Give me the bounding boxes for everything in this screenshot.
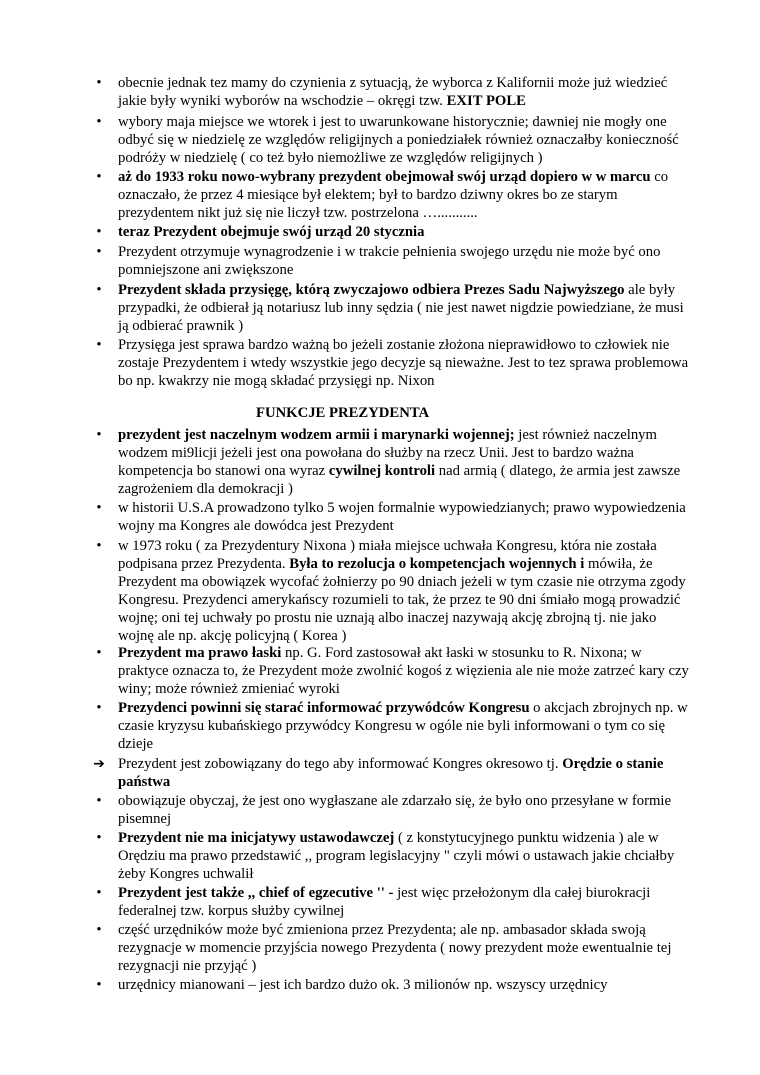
section-heading: FUNKCJE PREZYDENTA [256, 405, 430, 421]
bullet-text [118, 169, 668, 221]
bullet-marker: • [96, 75, 102, 91]
bullet-text [118, 977, 607, 993]
bullet-marker: • [96, 645, 102, 661]
bullet-text [118, 224, 424, 240]
bold-text-run: Była to rezolucja o kompetencjach wojennych i [289, 556, 585, 572]
text-run: mówiła, że Prezydent ma obowiązek wycofać żołnierzy po 90 dniach jeżeli w tym czasie nie otrzyma zgody Kongresu. Prezydenci amerykańscy rozumieli to tak, że przez te 90 dni śmiało mogą prowadzić wojnę; oni tej uchwały po prostu nie uznają albo inaczej nazywają akcję zbrojną tj. nie jako wojnę ale np. akcję policyjną ( Korea ) [118, 556, 686, 644]
text-run: obecnie jednak tez mamy do czynienia z sytuacją, że wyborca z Kalifornii może już wiedzieć jakie były wyniki wyborów na wschodzie – okręgi tzw. [118, 75, 668, 109]
bullet-text [118, 645, 689, 697]
bullet-marker: • [96, 700, 102, 716]
bold-text-run: teraz Prezydent obejmuje swój urząd 20 stycznia [118, 224, 425, 240]
bullet-marker: • [96, 500, 102, 516]
bullet-text [118, 922, 671, 974]
bullet-item [96, 74, 690, 110]
bullet-item [96, 168, 690, 222]
bullet-marker: • [96, 244, 102, 260]
bullet-item [96, 884, 690, 920]
text-run: o akcjach zbrojnych np. w czasie kryzysu kubańskiego przywódcy Kongresu w ogóle nie byli informowani o tym co się dzieje [118, 700, 688, 752]
bullet-item [96, 537, 690, 645]
bullet-marker: • [96, 169, 102, 185]
bullet-text [118, 756, 663, 790]
bold-text-run: cywilnej kontroli [328, 463, 436, 479]
bullet-text [118, 282, 684, 334]
text-run: Prezydent otrzymuje wynagrodzenie i w trakcie pełnienia swojego urzędu nie może być ono pomniejszone ani zwiększone [118, 244, 661, 278]
bold-text-run: Prezydent ma prawo łaski [118, 645, 282, 661]
bullet-text [118, 700, 688, 752]
text-run: Przysięga jest sprawa bardzo ważną bo jeżeli zostanie złożona nieprawidłowo to człowiek nie zostaje Prezydentem i wtedy wszystkie jego decyzje są nieważne. Jest to tez sprawa problemowa bo np. kwakrzy nie mogą składać przysięgi np. Nixon [118, 337, 689, 389]
bullet-item [93, 755, 690, 791]
bullet-marker: • [96, 538, 102, 554]
bullet-item [96, 426, 690, 498]
arrow-icon: ➔ [93, 756, 105, 772]
text-run: wybory maja miejsce we wtorek i jest to uwarunkowane historycznie; dawniej nie mogły one odbyć się w niedzielę ze względów religijnych a poniedziałek również oznaczałby konieczność podróży w niedzielę ( co też było niemożliwe ze względów religijnych ) [118, 114, 679, 166]
text-run: część urzędników może być zmieniona przez Prezydenta; ale np. ambasador składa swoją rezygnacje w momencie przyjścia nowego Prezydenta ( nowy prezydent może ewentualnie tej rezygnacji nie przyjąć ) [118, 922, 672, 974]
text-run: nad armią ( dlatego, że armia jest zawsze zagrożeniem dla demokracji ) [118, 463, 681, 497]
bullet-marker: • [96, 427, 102, 443]
bullet-item [96, 243, 690, 279]
text-run: np. G. Ford zastosował akt łaski w stosunku to R. Nixona; w praktyce oznacza to, że Prezydent może zwolnić kogoś z więzienia ale nie może zatrzeć kary czy winy; może również zmieniać wyroki [118, 645, 689, 697]
bullet-marker: • [96, 830, 102, 846]
bullet-marker: • [96, 282, 102, 298]
bullet-item [96, 281, 690, 335]
bold-text-run: Orędzie o stanie państwa [118, 756, 664, 790]
bold-text-run: Prezydent jest także ,, chief of egzecutive '' - [118, 885, 394, 901]
bullet-marker: • [96, 885, 102, 901]
bullet-item [96, 976, 690, 994]
bullet-item [96, 699, 690, 753]
text-run: jest więc przełożonym dla całej biurokracji federalnej tzw. korpus służby cywilnej [118, 885, 651, 919]
bullet-marker: • [96, 337, 102, 353]
text-run: jest również naczelnym wodzem mi9licji jeżeli jest ona powołana do służby na rzecz Unii. Jest to bardzo ważna kompetencja bo stanowi ona wyraz [118, 427, 657, 479]
bullet-item [96, 921, 690, 975]
text-run: ale były przypadki, że odbierał ją notariusz lub inny sędzia ( nie jest nawet nigdzie powiedziane, że musi ją odbierać prawnik ) [118, 282, 684, 334]
bullet-text [118, 114, 679, 166]
text-run: obowiązuje obyczaj, że jest ono wygłaszane ale zdarzało się, że było ono przesyłane w formie pisemnej [118, 793, 671, 827]
bullet-item [96, 829, 690, 883]
bullet-item [96, 499, 690, 535]
bullet-marker: • [96, 977, 102, 993]
bullet-item [96, 113, 690, 167]
bullet-item [96, 223, 690, 241]
bullet-text [118, 75, 667, 109]
bullet-text [118, 830, 674, 882]
bullet-item [96, 792, 690, 828]
text-run: Prezydent jest zobowiązany do tego aby informować Kongres okresowo tj. [118, 756, 563, 772]
bullet-marker: • [96, 114, 102, 130]
bullet-text [118, 244, 660, 278]
bold-text-run: aż do 1933 roku nowo-wybrany prezydent obejmował swój urząd dopiero w w marcu [118, 169, 651, 185]
bullet-text [118, 885, 650, 919]
bullet-text [118, 427, 680, 497]
text-run: w historii U.S.A prowadzono tylko 5 wojen formalnie wypowiedzianych; prawo wypowiedzenia wojny ma Kongres ale dowódca jest Prezydent [118, 500, 686, 534]
bullet-text [118, 337, 688, 389]
bullet-marker: • [96, 793, 102, 809]
bullet-text [118, 793, 671, 827]
text-run: ( z konstytucyjnego punktu widzenia ) ale w Orędziu ma prawo przedstawić ,, program legislacyjny " czyli mówi o ustawach jakie chciałby żeby Kongres uchwalił [118, 830, 675, 882]
bullet-marker: • [96, 224, 102, 240]
bold-text-run: EXIT POLE [446, 93, 526, 109]
bullet-text [118, 538, 686, 644]
text-run: w 1973 roku ( za Prezydentury Nixona ) miała miejsce uchwała Kongresu, która nie została podpisana przez Prezydenta. [118, 538, 657, 572]
bullet-marker: • [96, 922, 102, 938]
bullet-item [96, 644, 690, 698]
bullet-text [118, 500, 686, 534]
bold-text-run: Prezydent nie ma inicjatywy ustawodawczej [118, 830, 395, 846]
bold-text-run: Prezydenci powinni się starać informować przywódców Kongresu [118, 700, 530, 716]
bullet-item [96, 336, 690, 390]
text-run: co oznaczało, że przez 4 miesiące był elektem; był to bardzo dziwny okres bo ze starym prezydentem nikt już się nie liczył tzw. postrzelona …........... [118, 169, 669, 221]
bold-text-run: Prezydent składa przysięgę, którą zwyczajowo odbiera Prezes Sadu Najwyższego [118, 282, 625, 298]
bold-text-run: prezydent jest naczelnym wodzem armii i marynarki wojennej; [118, 427, 515, 443]
text-run: urzędnicy mianowani – jest ich bardzo dużo ok. 3 milionów np. wszyscy urzędnicy [118, 977, 608, 993]
